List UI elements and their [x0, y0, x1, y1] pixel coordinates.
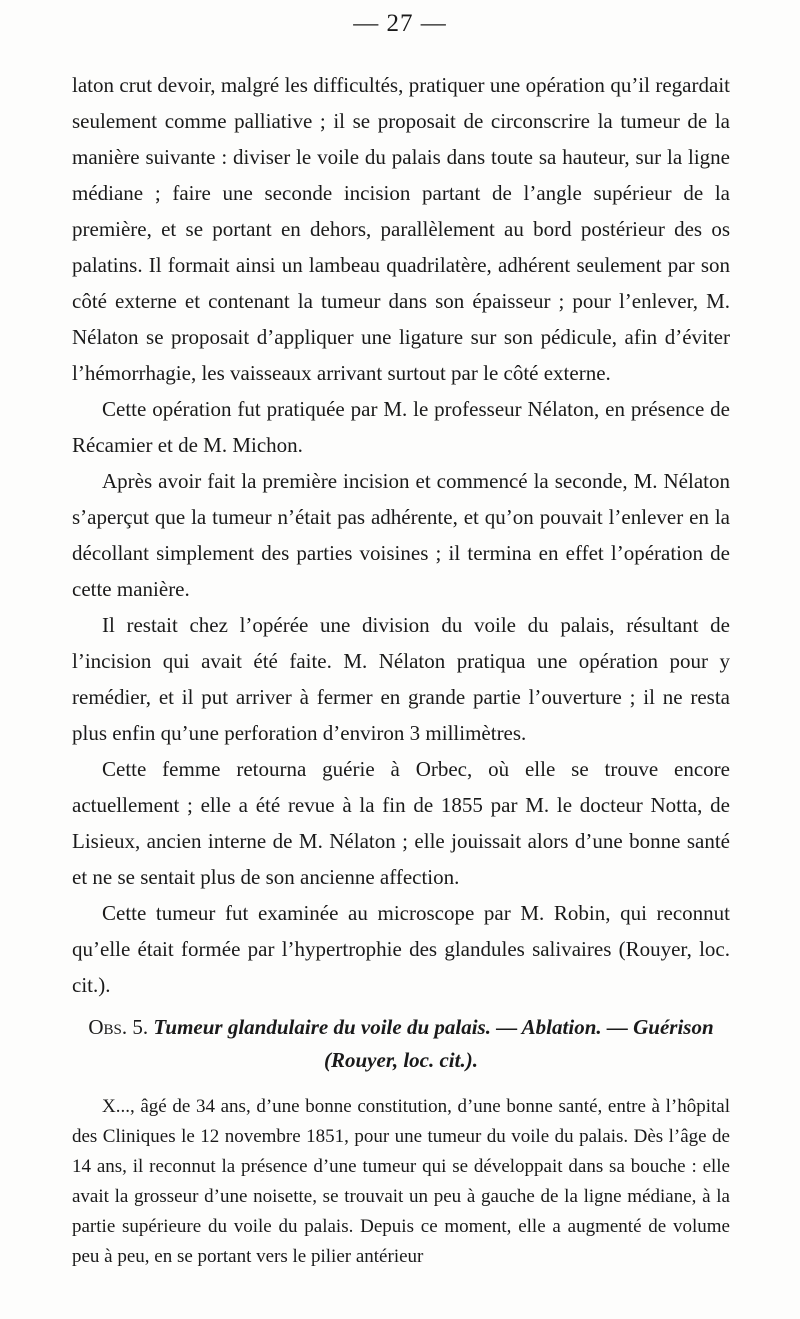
- paragraph: Il restait chez l’opérée une division du voile du palais, résultant de l’incision qui avait été faite. M. Nélaton pratiqua une opération pour y remédier, et il put arriver à fermer en grande partie l’ouverture ; il ne resta plus enfin qu’une perforation d’environ 3 millimètres.: [72, 613, 730, 745]
- paragraph: Cette opération fut pratiquée par M. le professeur Nélaton, en présence de Récamier et de M. Michon.: [72, 397, 730, 457]
- observation-text: X..., âgé de 34 ans, d’une bonne constitution, d’une bonne santé, entre à l’hôpital des Cliniques le 12 novembre 1851, pour une tumeur du voile du palais. Dès l’âge de 14 ans, il reconnut la présence d’une tumeur qui se développait dans sa bouche : elle avait la grosseur d’une noisette, se trouvait un peu à gauche de la ligne médiane, à la partie supérieure du voile du palais. Depuis ce moment, elle a augmenté de volume peu à peu, en se portant vers le pilier antérieur: [72, 1096, 730, 1267]
- main-text: [72, 67, 730, 1003]
- page-number: — 27 —: [353, 10, 447, 37]
- observation-text-block: [72, 1092, 730, 1272]
- observation-heading: [72, 1011, 730, 1077]
- paragraph: laton crut devoir, malgré les difficultés, pratiquer une opération qu’il regardait seulement comme palliative ; il se proposait de circonscrire la tumeur de la manière suivante : diviser le voile du palais dans toute sa hauteur, sur la ligne médiane ; faire une seconde incision partant de l’angle supérieur de la première, et se portant en dehors, parallèlement au bord postérieur des os palatins. Il formait ainsi un lambeau quadrilatère, adhérent seulement par son côté externe et contenant la tumeur dans son épaisseur ; pour l’enlever, M. Nélaton se proposait d’appliquer une ligature sur son pédicule, afin d’éviter l’hémorrhagie, les vaisseaux arrivant surtout par le côté externe.: [72, 73, 730, 385]
- observation-label: Obs. 5.: [88, 1015, 154, 1039]
- observation-title: Tumeur glandulaire du voile du palais. — Ablation. — Guérison (Rouyer, loc. cit.).: [153, 1015, 714, 1072]
- paragraph: Cette femme retourna guérie à Orbec, où elle se trouve encore actuellement ; elle a été revue à la fin de 1855 par M. le docteur Notta, de Lisieux, ancien interne de M. Nélaton ; elle jouissait alors d’une bonne santé et ne se sentait plus de son ancienne affection.: [72, 757, 730, 889]
- paragraph: Cette tumeur fut examinée au microscope par M. Robin, qui reconnut qu’elle était formée par l’hypertrophie des glandules salivaires (Rouyer, loc. cit.).: [72, 901, 730, 997]
- paragraph: Après avoir fait la première incision et commencé la seconde, M. Nélaton s’aperçut que la tumeur n’était pas adhérente, et qu’on pouvait l’enlever en la décollant simplement des parties voisines ; il termina en effet l’opération de cette manière.: [72, 469, 730, 601]
